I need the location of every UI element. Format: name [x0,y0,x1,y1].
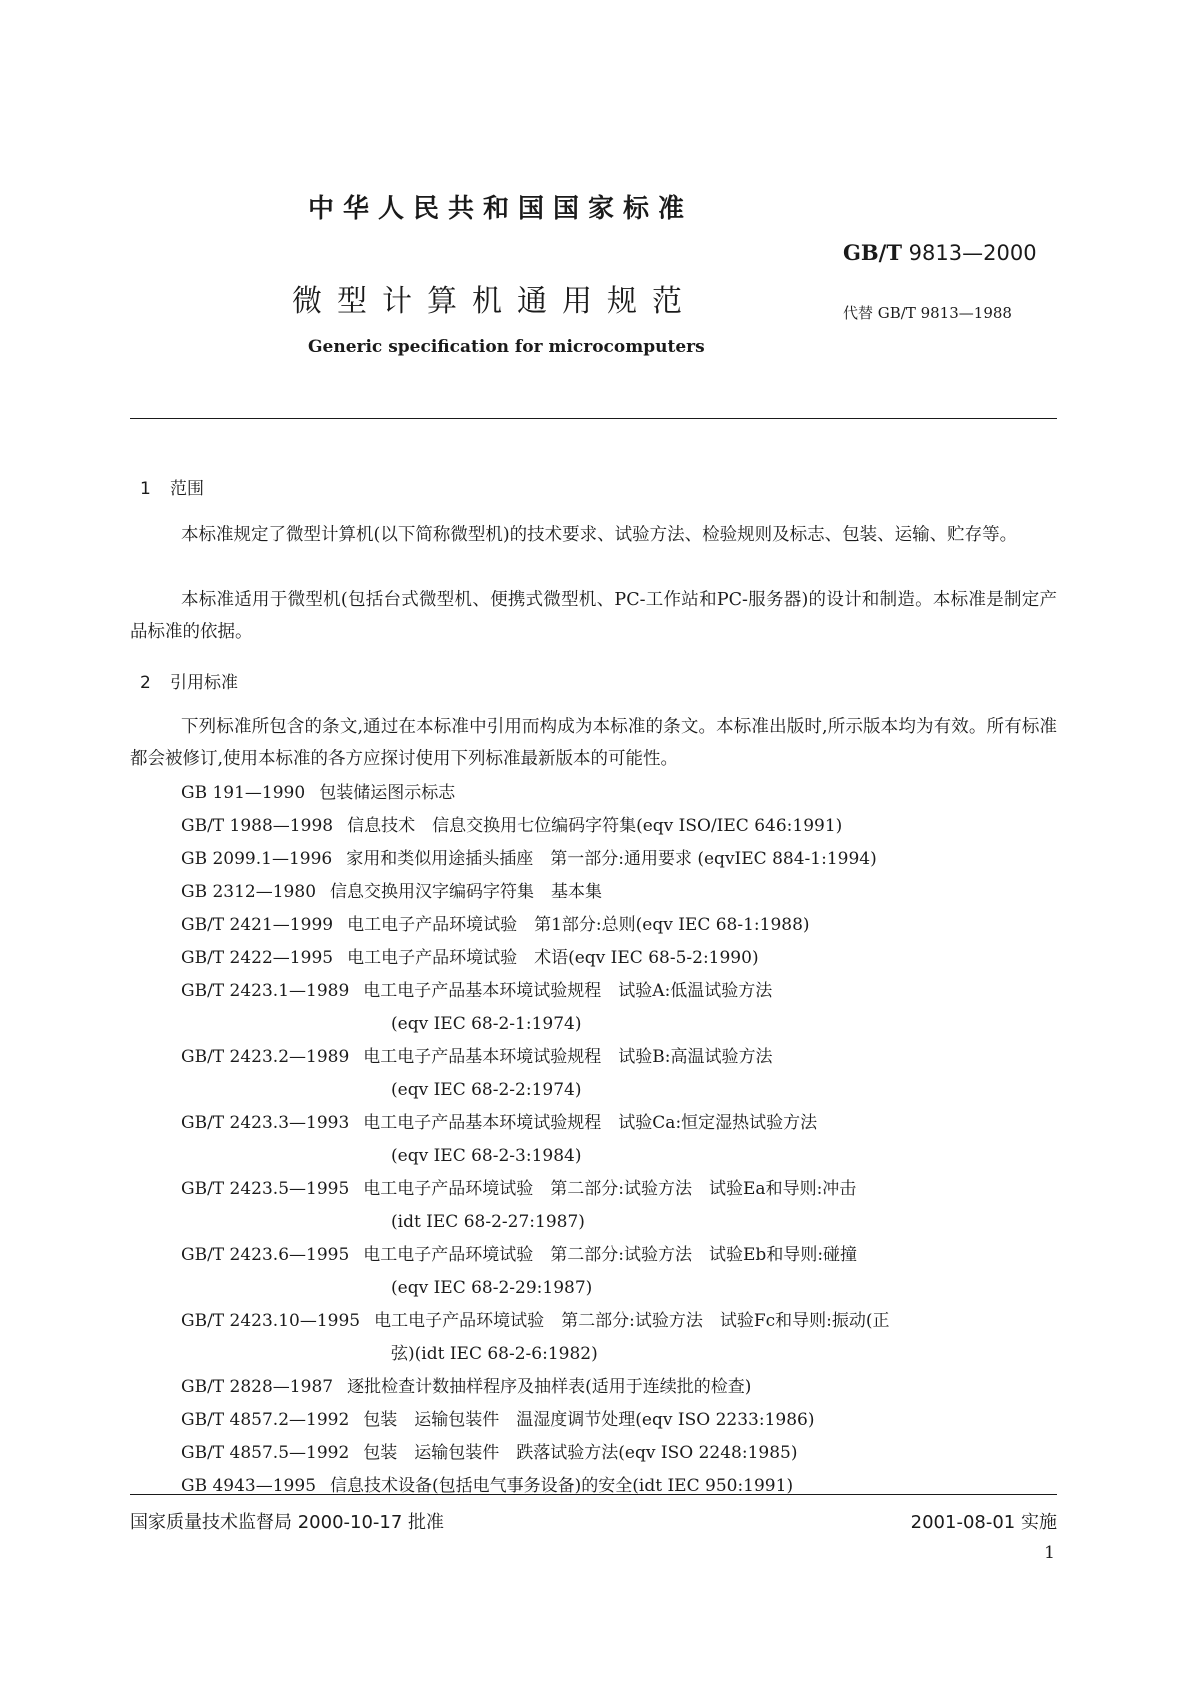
footer-divider [130,1494,1057,1495]
reference-item [181,876,1061,909]
reference-title: 电工电子产品环境试验 第二部分:试验方法 试验Ea和导则:冲击 [363,1179,857,1199]
reference-continuation: (eqv IEC 68-2-1:1974) [391,1014,582,1034]
reference-item [181,810,1061,843]
reference-item [181,909,1061,942]
reference-item [181,1041,1061,1107]
reference-continuation: (idt IEC 68-2-27:1987) [391,1212,585,1232]
reference-title: 信息技术设备(包括电气事务设备)的安全(idt IEC 950:1991) [330,1476,794,1496]
reference-code: GB 4943—1995 [181,1476,317,1496]
reference-continuation: (eqv IEC 68-2-2:1974) [391,1080,582,1100]
english-title: Generic specification for microcomputers [308,337,705,357]
section-title: 范围 [170,479,204,499]
reference-title: 电工电子产品基本环境试验规程 试验A:低温试验方法 [363,981,773,1001]
header-divider [130,418,1057,419]
reference-code: GB 191—1990 [181,783,306,803]
reference-title: 信息交换用汉字编码字符集 基本集 [330,882,603,902]
reference-item [181,1173,1061,1239]
reference-continuation: (eqv IEC 68-2-29:1987) [391,1278,593,1298]
effective-date: 2001-08-01 实施 [910,1512,1057,1533]
section-heading-references [140,668,238,693]
reference-code: GB/T 2423.3—1993 [181,1113,350,1133]
reference-title: 包装储运图示标志 [319,783,456,803]
standard-code: 9813—2000 [908,241,1037,265]
reference-title: 家用和类似用途插头插座 第一部分:通用要求 (eqvIEC 884-1:1994) [346,849,877,869]
reference-title: 电工电子产品环境试验 术语(eqv IEC 68-5-2:1990) [347,948,759,968]
reference-title: 包装 运输包装件 温湿度调节处理(eqv ISO 2233:1986) [363,1410,815,1430]
section-number: 2 [140,673,151,693]
replaces-note: 代替 GB/T 9813—1988 [843,304,1012,322]
section-title: 引用标准 [170,673,238,693]
reference-title: 包装 运输包装件 跌落试验方法(eqv ISO 2248:1985) [363,1443,798,1463]
reference-title: 逐批检查计数抽样程序及抽样表(适用于连续批的检查) [347,1377,752,1397]
reference-title: 电工电子产品环境试验 第二部分:试验方法 试验Eb和导则:碰撞 [363,1245,858,1265]
reference-code: GB/T 4857.2—1992 [181,1410,350,1430]
reference-item [181,1371,1061,1404]
reference-code: GB/T 4857.5—1992 [181,1443,350,1463]
references-intro-paragraph: 下列标准所包含的条文,通过在本标准中引用而构成为本标准的条文。本标准出版时,所示版本均为有效。所有标准都会被修订,使用本标准的各方应探讨使用下列标准最新版本的可能性。 [130,717,1057,769]
reference-item [181,843,1061,876]
approval-note: 国家质量技术监督局 2000-10-17 批准 [130,1512,445,1533]
reference-code: GB 2099.1—1996 [181,849,333,869]
reference-item [181,975,1061,1041]
reference-title: 信息技术 信息交换用七位编码字符集(eqv ISO/IEC 646:1991) [347,816,843,836]
reference-item [181,1470,1061,1503]
reference-title: 电工电子产品基本环境试验规程 试验B:高温试验方法 [363,1047,773,1067]
scope-paragraph-2: 本标准适用于微型机(包括台式微型机、便携式微型机、PC-工作站和PC-服务器)的设计和制造。本标准是制定产品标准的依据。 [130,590,1057,642]
referenced-standards-list [181,777,1061,1503]
reference-item [181,942,1061,975]
reference-code: GB/T 2828—1987 [181,1377,334,1397]
reference-code: GB/T 2421—1999 [181,915,334,935]
reference-item [181,1107,1061,1173]
reference-code: GB/T 2423.2—1989 [181,1047,350,1067]
reference-code: GB/T 2423.6—1995 [181,1245,350,1265]
national-standard-title: 中华人民共和国国家标准 [308,194,694,224]
reference-item [181,1437,1061,1470]
reference-item [181,1239,1061,1305]
reference-item [181,1305,1061,1371]
reference-code: GB/T 1988—1998 [181,816,334,836]
standard-prefix: GB/T [843,240,902,265]
scope-paragraph-1: 本标准规定了微型计算机(以下简称微型机)的技术要求、试验方法、检验规则及标志、包装、运输、贮存等。 [181,525,1018,545]
section-heading-scope [140,474,204,499]
reference-code: GB/T 2423.5—1995 [181,1179,350,1199]
reference-continuation: (eqv IEC 68-2-3:1984) [391,1146,582,1166]
reference-code: GB/T 2422—1995 [181,948,334,968]
page-number: 1 [1044,1543,1055,1563]
reference-code: GB/T 2423.1—1989 [181,981,350,1001]
reference-item [181,1404,1061,1437]
document-title: 微型计算机通用规范 [292,284,697,319]
reference-item [181,777,1061,810]
reference-code: GB 2312—1980 [181,882,317,902]
section-number: 1 [140,479,151,499]
reference-continuation: 弦)(idt IEC 68-2-6:1982) [391,1344,598,1364]
standard-number [843,240,1037,265]
reference-code: GB/T 2423.10—1995 [181,1311,361,1331]
reference-title: 电工电子产品基本环境试验规程 试验Ca:恒定湿热试验方法 [363,1113,818,1133]
reference-title: 电工电子产品环境试验 第二部分:试验方法 试验Fc和导则:振动(正 [374,1311,890,1331]
reference-title: 电工电子产品环境试验 第1部分:总则(eqv IEC 68-1:1988) [347,915,810,935]
